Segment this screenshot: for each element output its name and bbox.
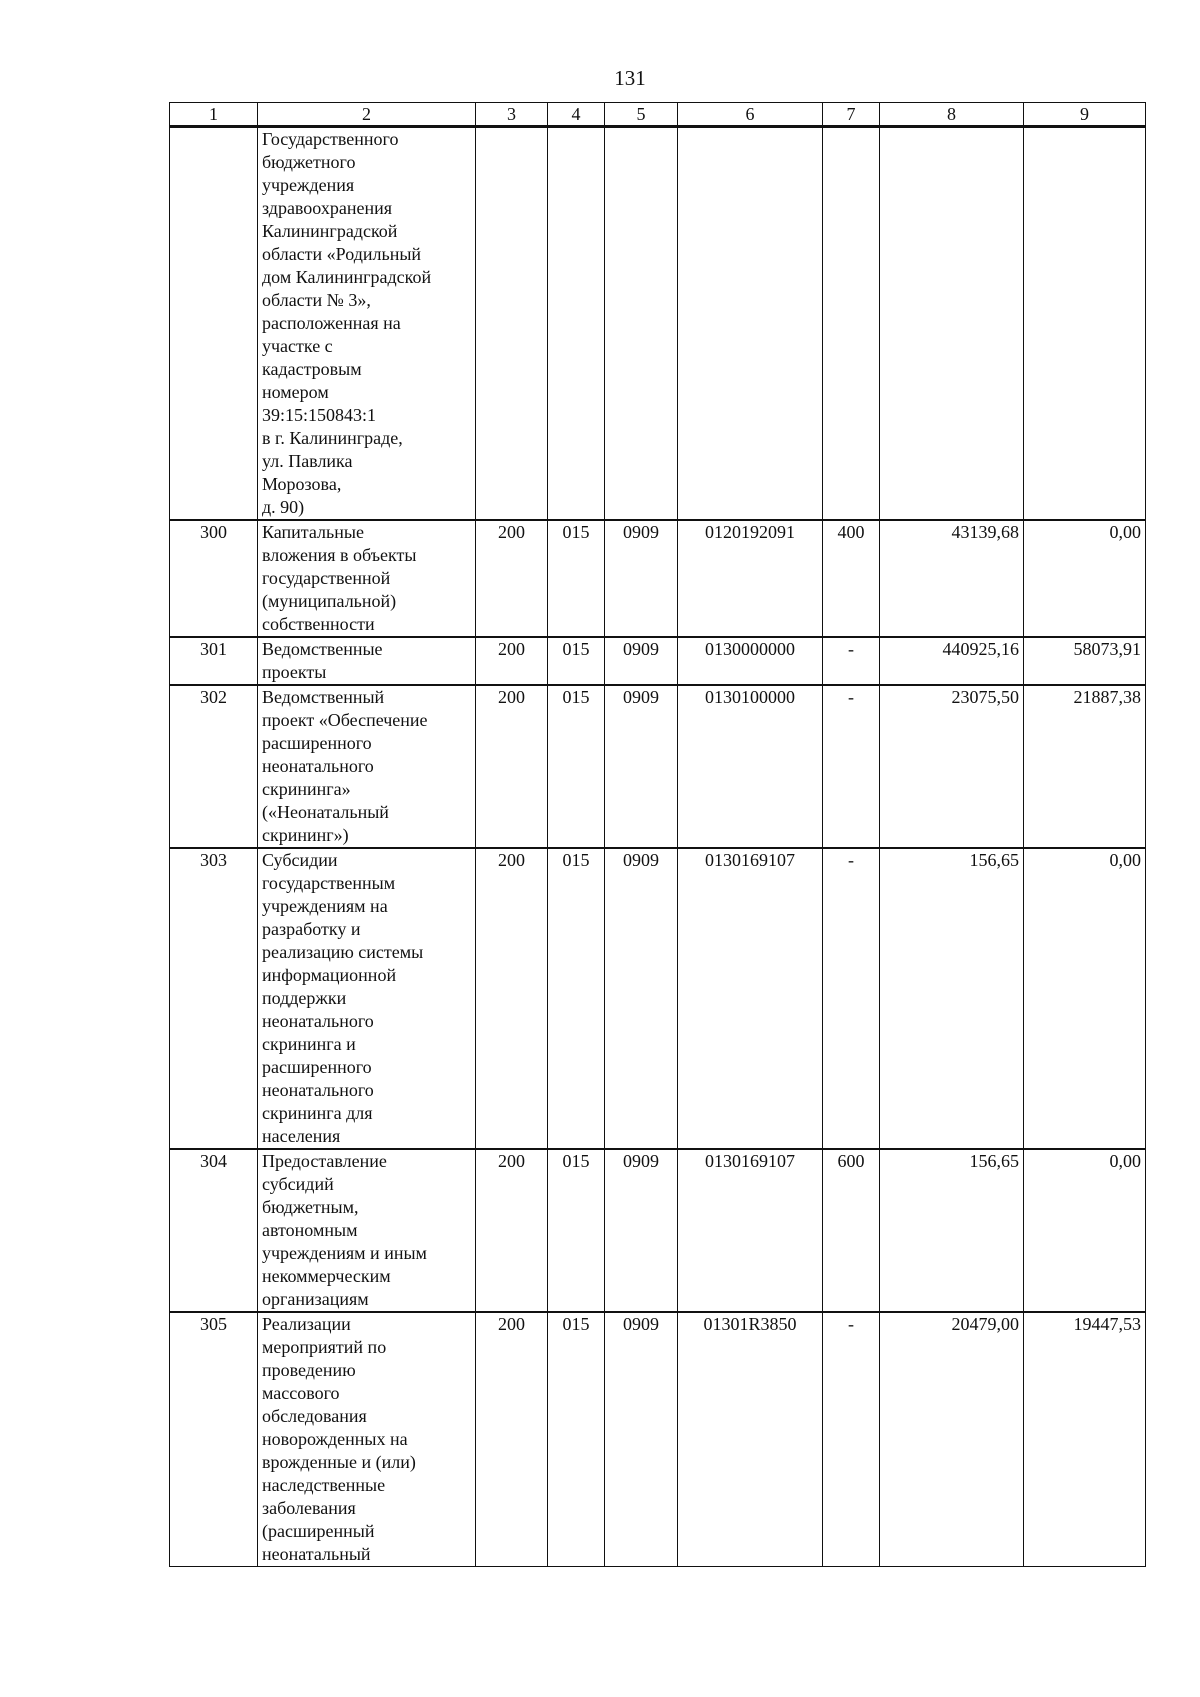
section-code-cell: 0909 [605,1149,678,1312]
item-name-line: Ведомственные [262,639,383,659]
item-name-line: участке с [262,336,333,356]
column-header: 5 [605,103,678,127]
table-row [170,1312,1146,1567]
department-code-cell: 015 [548,637,605,685]
table-row [170,127,1146,521]
item-name-line: информационной [262,965,397,985]
item-name-line: неонатальный [262,1544,371,1564]
expense-type-cell: - [823,1312,880,1567]
item-name-line: дом Калининградской [262,267,432,287]
item-name-line: обследования [262,1406,367,1426]
column-header: 8 [880,103,1024,127]
item-name-line: расположенная на [262,313,401,333]
item-name-line: Реализации [262,1314,351,1334]
target-article-cell: 0130000000 [678,637,823,685]
item-name-cell [258,1149,476,1312]
item-name-line: заболевания [262,1498,356,1518]
item-name-cell [258,848,476,1149]
department-code-cell: 015 [548,685,605,848]
item-name-line: (муниципальной) [262,591,397,611]
target-article-cell: 01301R3850 [678,1312,823,1567]
item-name-line: проекты [262,662,327,682]
item-name-line: Калининградской [262,221,398,241]
column-header: 4 [548,103,605,127]
table-row [170,848,1146,1149]
item-name-line: бюджетного [262,152,356,172]
item-name-line: номером [262,382,329,402]
amount-secondary-cell: 19447,53 [1024,1312,1146,1567]
ministry-code-cell: 200 [476,685,548,848]
expense-type-cell: - [823,685,880,848]
item-name-line: неонатального [262,1080,374,1100]
item-name-line: Морозова, [262,474,342,494]
item-name-line: неонатального [262,756,374,776]
department-code-cell: 015 [548,1312,605,1567]
table-row [170,520,1146,637]
item-name-line: области «Родильный [262,244,422,264]
ministry-code-cell: 200 [476,520,548,637]
item-name-line: расширенного [262,733,372,753]
section-code-cell [605,127,678,521]
section-code-cell: 0909 [605,520,678,637]
item-name-line: собственности [262,614,375,634]
item-name-line: кадастровым [262,359,362,379]
amount-secondary-cell: 0,00 [1024,520,1146,637]
target-article-cell: 0130169107 [678,1149,823,1312]
item-name-line: учреждения [262,175,355,195]
item-name-line: («Неонатальный [262,802,389,822]
item-name-line: неонатального [262,1011,374,1031]
amount-cell: 440925,16 [880,637,1024,685]
item-name-line: проект «Обеспечение [262,710,428,730]
amount-secondary-cell: 58073,91 [1024,637,1146,685]
item-name-line: субсидий [262,1174,334,1194]
column-header: 6 [678,103,823,127]
target-article-cell: 0130100000 [678,685,823,848]
item-name-line: учреждениям и иным [262,1243,427,1263]
section-code-cell: 0909 [605,848,678,1149]
item-name-cell [258,520,476,637]
column-header: 2 [258,103,476,127]
department-code-cell [548,127,605,521]
row-number-cell: 303 [170,848,258,1149]
item-name-line: Предоставление [262,1151,387,1171]
item-name-line: 39:15:150843:1 [262,405,377,425]
row-number-cell: 300 [170,520,258,637]
item-name-line: д. 90) [262,497,305,517]
item-name-cell [258,1312,476,1567]
target-article-cell: 0130169107 [678,848,823,1149]
item-name-line: ул. Павлика [262,451,353,471]
item-name-line: населения [262,1126,341,1146]
amount-cell: 20479,00 [880,1312,1024,1567]
ministry-code-cell: 200 [476,1312,548,1567]
ministry-code-cell: 200 [476,1149,548,1312]
item-name-cell [258,685,476,848]
expense-type-cell: - [823,637,880,685]
item-name-line: массового [262,1383,340,1403]
expense-type-cell: 400 [823,520,880,637]
item-name-line: реализацию системы [262,942,424,962]
item-name-line: вложения в объекты [262,545,417,565]
column-header: 3 [476,103,548,127]
column-header: 9 [1024,103,1146,127]
item-name-line: скрининга для [262,1103,373,1123]
expense-type-cell: 600 [823,1149,880,1312]
amount-cell: 43139,68 [880,520,1024,637]
item-name-line: области № 3», [262,290,371,310]
expense-type-cell [823,127,880,521]
department-code-cell: 015 [548,1149,605,1312]
page-number: 131 [614,66,646,90]
section-code-cell: 0909 [605,685,678,848]
item-name-line: поддержки [262,988,347,1008]
row-number-cell: 301 [170,637,258,685]
row-number-cell: 305 [170,1312,258,1567]
amount-cell: 156,65 [880,848,1024,1149]
item-name-line: учреждениям на [262,896,388,916]
section-code-cell: 0909 [605,1312,678,1567]
row-number-cell [170,127,258,521]
item-name-line: здравоохранения [262,198,393,218]
ministry-code-cell: 200 [476,848,548,1149]
amount-secondary-cell: 21887,38 [1024,685,1146,848]
expense-type-cell: - [823,848,880,1149]
column-header: 1 [170,103,258,127]
item-name-line: некоммерческим [262,1266,391,1286]
item-name-line: наследственные [262,1475,386,1495]
item-name-line: Ведомственный [262,687,385,707]
target-article-cell: 0120192091 [678,520,823,637]
item-name-line: организациям [262,1289,369,1309]
item-name-line: скрининга и [262,1034,356,1054]
item-name-line: (расширенный [262,1521,375,1541]
item-name-line: скрининга» [262,779,351,799]
item-name-line: Государственного [262,129,399,149]
item-name-line: расширенного [262,1057,372,1077]
amount-cell [880,127,1024,521]
table-row [170,1149,1146,1312]
column-number-header-row [170,103,1146,127]
row-number-cell: 304 [170,1149,258,1312]
item-name-line: государственной [262,568,391,588]
budget-table [169,102,1146,1567]
ministry-code-cell [476,127,548,521]
item-name-line: государственным [262,873,396,893]
item-name-line: проведению [262,1360,356,1380]
target-article-cell [678,127,823,521]
item-name-line: Капитальные [262,522,364,542]
amount-secondary-cell: 0,00 [1024,1149,1146,1312]
item-name-line: мероприятий по [262,1337,387,1357]
column-header: 7 [823,103,880,127]
item-name-line: бюджетным, [262,1197,359,1217]
item-name-line: Субсидии [262,850,338,870]
ministry-code-cell: 200 [476,637,548,685]
table-row [170,637,1146,685]
item-name-line: врожденные и (или) [262,1452,416,1472]
department-code-cell: 015 [548,848,605,1149]
amount-secondary-cell: 0,00 [1024,848,1146,1149]
section-code-cell: 0909 [605,637,678,685]
item-name-cell [258,637,476,685]
row-number-cell: 302 [170,685,258,848]
item-name-line: скрининг») [262,825,349,845]
item-name-line: в г. Калининграде, [262,428,403,448]
item-name-line: разработку и [262,919,361,939]
amount-cell: 23075,50 [880,685,1024,848]
department-code-cell: 015 [548,520,605,637]
item-name-cell [258,127,476,521]
item-name-line: автономным [262,1220,358,1240]
amount-secondary-cell [1024,127,1146,521]
amount-cell: 156,65 [880,1149,1024,1312]
item-name-line: новорожденных на [262,1429,408,1449]
table-row [170,685,1146,848]
